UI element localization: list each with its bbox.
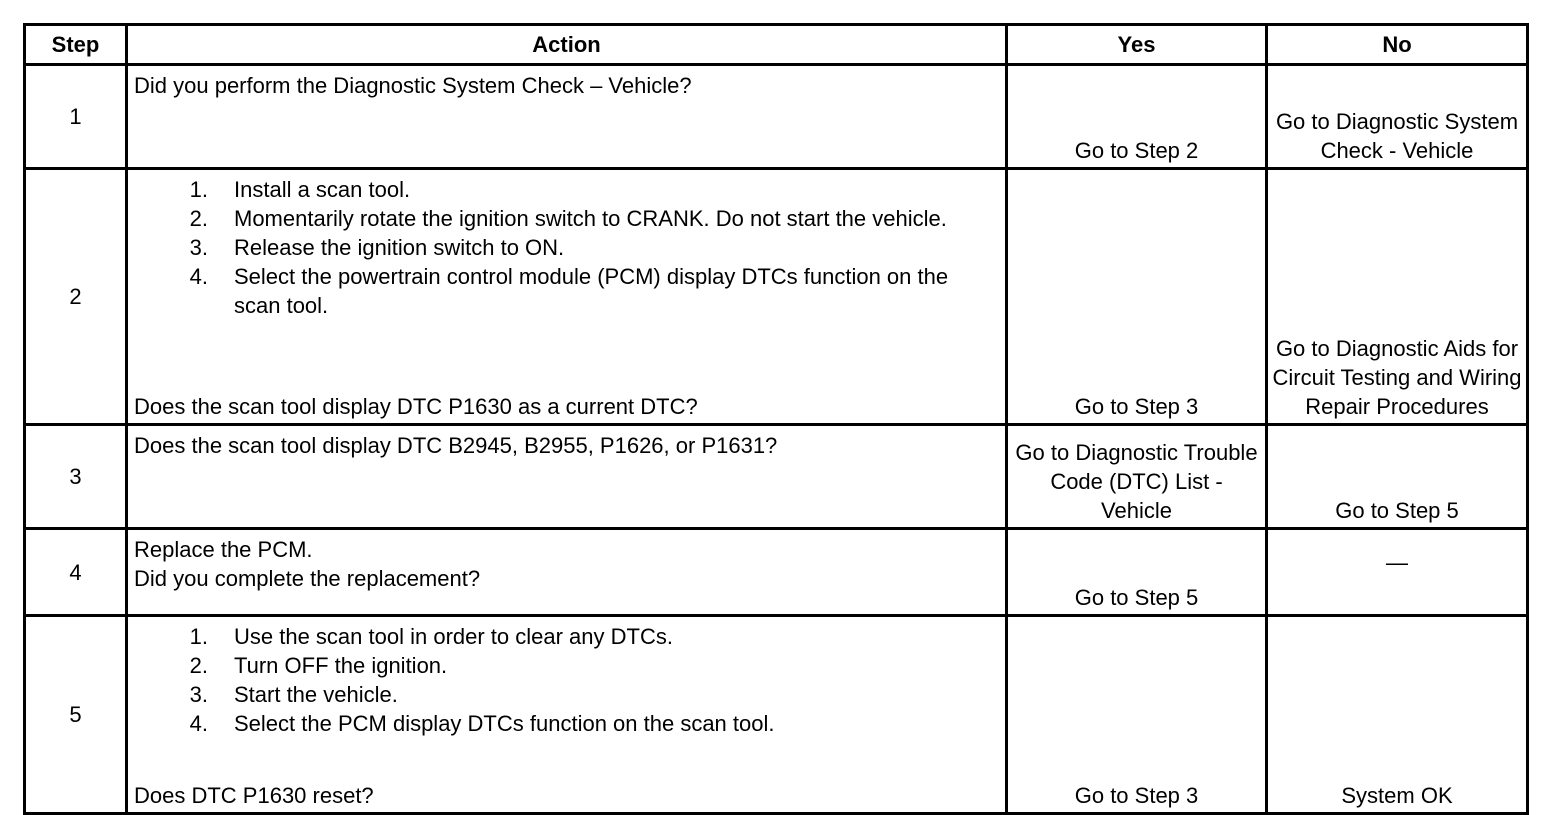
list-item-number: 1. [189,624,208,649]
list-item-number: 3. [189,235,208,260]
list-item-text: Select the PCM display DTCs function on the scan tool. [234,711,775,736]
header-action: Action [127,25,1007,65]
list-item [134,204,999,233]
yes-cell: Go to Step 3 [1007,616,1267,814]
list-item [134,651,999,680]
table-header-row [25,25,1528,65]
action-cell [127,65,1007,169]
action-cell [127,425,1007,529]
step-number: 1 [25,65,127,169]
yes-cell: Go to Step 3 [1007,169,1267,425]
table-row [25,425,1528,529]
no-cell: — [1267,529,1528,616]
list-item-number: 2. [189,206,208,231]
action-question: Does the scan tool display DTC P1630 as a current DTC? [134,394,698,419]
list-item-number: 4. [189,711,208,736]
header-no: No [1267,25,1528,65]
list-item-number: 3. [189,682,208,707]
action-question: Does DTC P1630 reset? [134,783,374,808]
action-cell [127,169,1007,425]
list-item-number: 4. [189,264,208,289]
no-cell: Go to Diagnostic Aids for Circuit Testing and Wiring Repair Procedures [1267,169,1528,425]
no-cell: Go to Step 5 [1267,425,1528,529]
step-number: 4 [25,529,127,616]
yes-cell: Go to Diagnostic Trouble Code (DTC) List - Vehicle [1007,425,1267,529]
list-item [134,175,999,204]
step-number: 5 [25,616,127,814]
diagnostic-table [23,23,1529,815]
list-item-number: 1. [189,177,208,202]
list-item-text: Install a scan tool. [234,177,411,202]
action-cell [127,616,1007,814]
list-item-number: 2. [189,653,208,678]
no-cell: System OK [1267,616,1528,814]
list-item-text: Release the ignition switch to ON. [234,235,565,260]
yes-cell: Go to Step 2 [1007,65,1267,169]
action-question: Does the scan tool display DTC B2945, B2955, P1626, or P1631? [134,433,778,458]
table-row [25,616,1528,814]
action-cell [127,529,1007,616]
action-instruction: Replace the PCM. [134,537,313,562]
list-item [134,233,999,262]
no-cell: Go to Diagnostic System Check - Vehicle [1267,65,1528,169]
list-item [134,622,999,651]
list-item-text: Select the powertrain control module (PCM) display DTCs function on the scan tool. [234,264,949,318]
table-row [25,65,1528,169]
step-number: 3 [25,425,127,529]
list-item-text: Momentarily rotate the ignition switch to CRANK. Do not start the vehicle. [234,206,947,231]
list-item [134,680,999,709]
header-yes: Yes [1007,25,1267,65]
yes-cell: Go to Step 5 [1007,529,1267,616]
action-step-list [134,175,999,320]
action-step-list [134,622,999,738]
header-step: Step [25,25,127,65]
list-item-text: Start the vehicle. [234,682,398,707]
list-item-text: Use the scan tool in order to clear any DTCs. [234,624,673,649]
table-row [25,529,1528,616]
action-question: Did you perform the Diagnostic System Check – Vehicle? [134,73,692,98]
list-item-text: Turn OFF the ignition. [234,653,448,678]
action-question: Did you complete the replacement? [134,566,481,591]
diagnostic-table-container [23,23,1526,815]
table-row [25,169,1528,425]
step-number: 2 [25,169,127,425]
list-item [134,709,999,738]
list-item [134,262,999,320]
